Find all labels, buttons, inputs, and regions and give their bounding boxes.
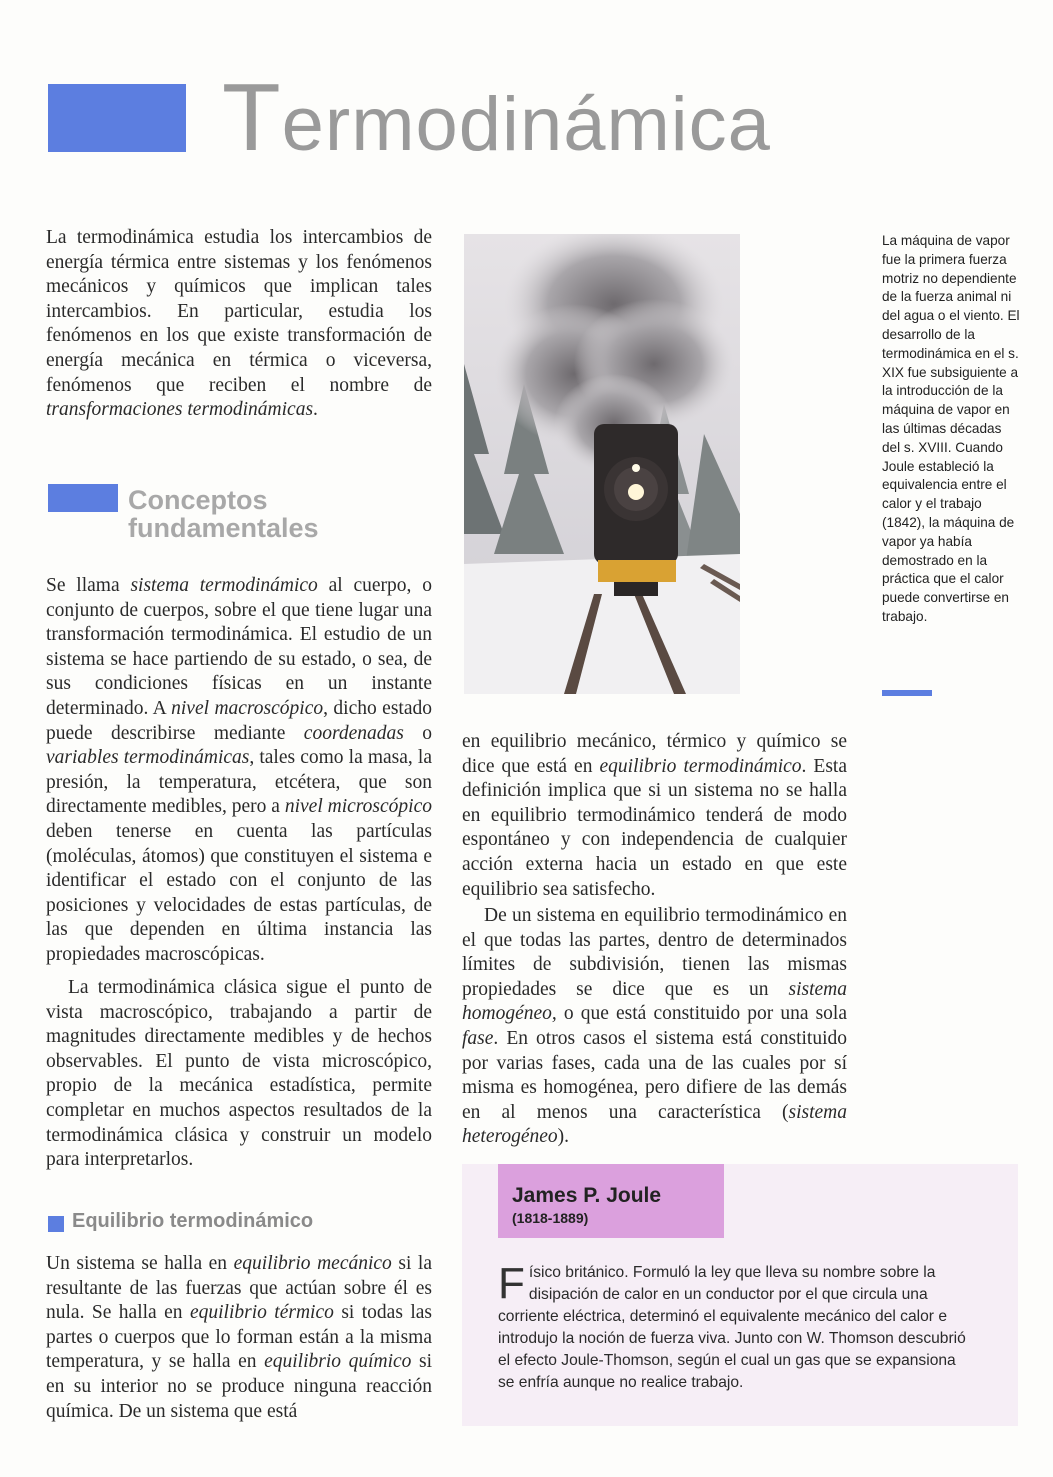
section-title: Conceptos fundamentales: [128, 485, 319, 543]
subsection-bullet: [48, 1216, 64, 1232]
page-title: Termodinámica: [222, 64, 771, 171]
caption-accent-bar: [882, 690, 932, 696]
subsection-paragraph-3: De un sistema en equilibrio termodinámico en el que todas las partes, dentro de determinados límites de subdivisión, tienen las mismas propiedades se dice que es un sistema homogéneo, o que está constituido por una sola fase. En otros casos el sistema está constituido por varias fases, cada una de las cuales por sí misma es homogénea, pero difiere de las demás en al menos una característica (sistema heterogéneo).: [462, 905, 847, 1148]
biography-dates: (1818-1889): [512, 1210, 589, 1226]
subsection-paragraph-2: en equilibrio mecánico, térmico y químico se dice que está en equilibrio termodinámico. Esta definición implica que si un sistema no se halla en equilibrio termodinámico tenderá de modo espontáneo y con independencia de cualquier acción externa hacia un estado en que este equilibrio sea satisfecho.: [462, 731, 847, 900]
biography-text: Físico británico. Formuló la ley que lleva su nombre sobre la disipación de calor en un conductor por el que circula una corriente eléctrica, determinó el equivalente mecánico del calor e introdujo la noción de fuerza viva. Junto con W. Thomson descubrió el efecto Joule-Thomson, según el cual un gas que se expansiona se enfría aunque no realice trabajo.: [498, 1259, 966, 1391]
subsection-paragraph-1: Un sistema se halla en equilibrio mecánico si la resultante de las fuerzas que actúan sobre él es nula. Se halla en equilibrio térmico si todas las partes o cuerpos que lo forman están a la misma temperatura, y se halla en equilibrio químico si en su interior no se produce ninguna reacción química. De un sistema que está: [46, 1253, 433, 1422]
section-paragraph-2: La termodinámica clásica sigue el punto de vista macroscópico, trabajando a partir de magnitudes directamente medibles y de hechos observables. El punto de vista microscópico, propio de la mecánica estadística, permite completar en muchos aspectos resultados de la termodinámica clásica y construir un modelo para interpretarlos.: [46, 977, 432, 1171]
intro-paragraph: La termodinámica estudia los intercambios de energía térmica entre sistemas y los fenómenos mecánicos y químicos que implican tales intercambios. En particular, estudia los fenómenos en los que existe transformación de energía mecánica en térmica o viceversa, fenómenos que reciben el nombre de transformaciones termodinámicas.: [46, 227, 432, 421]
subsection-title: Equilibrio termodinámico: [72, 1210, 314, 1232]
drop-cap: F: [498, 1259, 525, 1308]
biography-name: James P. Joule: [512, 1184, 662, 1207]
photo-caption: La máquina de vapor fue la primera fuerza motriz no dependiente de la fuerza animal ni del agua o el viento. El desarrollo de la termodinámica en el s. XIX fue subsiguiente a la introducción de la máquina de vapor en las últimas décadas del s. XVIII. Cuando Joule estableció la equivalencia entre el calor y el trabajo (1842), la máquina de vapor ya había demostrado en la práctica que el calor puede convertirse en trabajo.: [882, 233, 1020, 624]
steam-locomotive-photo: [464, 234, 740, 694]
section-paragraph-1: Se llama sistema termodinámico al cuerpo, o conjunto de cuerpos, sobre el que tiene lugar una transformación termodinámica. El estudio de un sistema se hace partiendo de su estado, o sea, de sus condiciones físicas en un instante determinado. A nivel macroscópico, dicho estado puede describirse mediante coordenadas o variables termodinámicas, tales como la masa, la presión, la temperatura, etcétera, que son directamente medibles, pero a nivel microscópico deben tenerse en cuenta las partículas (moléculas, átomos) que constituyen el sistema e identificar el estado con el conjunto de las posiciones y velocidades de estas partículas, de las que dependen en última instancia las propiedades macroscópicas.: [46, 575, 432, 965]
section-accent-block: [48, 484, 118, 512]
title-accent-block: [48, 84, 186, 152]
